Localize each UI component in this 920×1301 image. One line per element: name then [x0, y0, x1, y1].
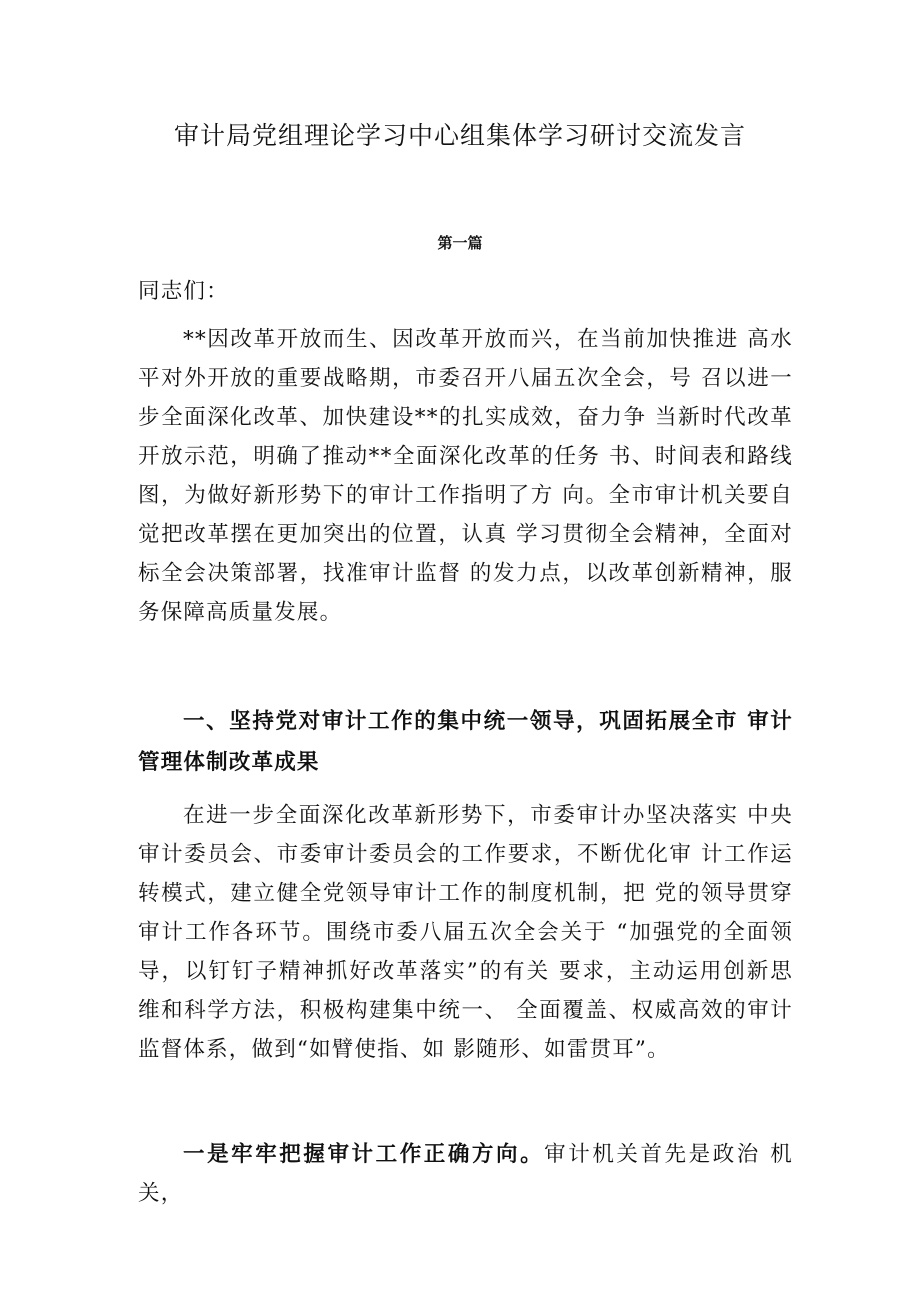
section-heading-1: 一、坚持党对审计工作的集中统一领导，巩固拓展全市 审计管理体制改革成果	[138, 709, 793, 775]
document-subtitle: 第一篇	[437, 234, 483, 252]
paragraph-section-1: 在进一步全面深化改革新形势下，市委审计办坚决落实 中央审计委员会、市委审计委员会的工作要求，不断优化审 计工作运转模式，建立健全党领导审计工作的制度机制，把 党的领导贯穿审计工作各环节。围绕市委八届五次全会关于 “加强党的全面领导，以钉钉子精神抓好改革落实”的有关 要求，主动运用创新思维和科学方法，积极构建集中统一、 全面覆盖、权威高效的审计监督体系，做到“如臂使指、如 影随形、如雷贯耳”。	[138, 803, 793, 1062]
point-1-text: 审计机关首先是政治 机关，	[138, 1142, 793, 1206]
paragraph-point-1	[138, 1135, 793, 1213]
salutation: 同志们：	[138, 279, 229, 304]
point-1-lead: 一是牢牢把握审计工作正确方向。	[183, 1142, 545, 1167]
paragraph-intro: **因改革开放而生、因改革开放而兴，在当前加快推进 高水平对外开放的重要战略期，市委召开八届五次全会，号 召以进一步全面深化改革、加快建设**的扎实成效，奋力争 当新时代改革开放示范，明确了推动**全面深化改革的任务 书、时间表和路线图，为做好新形势下的审计工作指明了方 向。全市审计机关要自觉把改革摆在更加突出的位置，认真 学习贯彻全会精神，全面对标全会决策部署，找准审计监督 的发力点，以改革创新精神，服务保障高质量发展。	[138, 327, 793, 625]
document-title: 审计局党组理论学习中心组集体学习研讨交流发言	[173, 121, 746, 150]
